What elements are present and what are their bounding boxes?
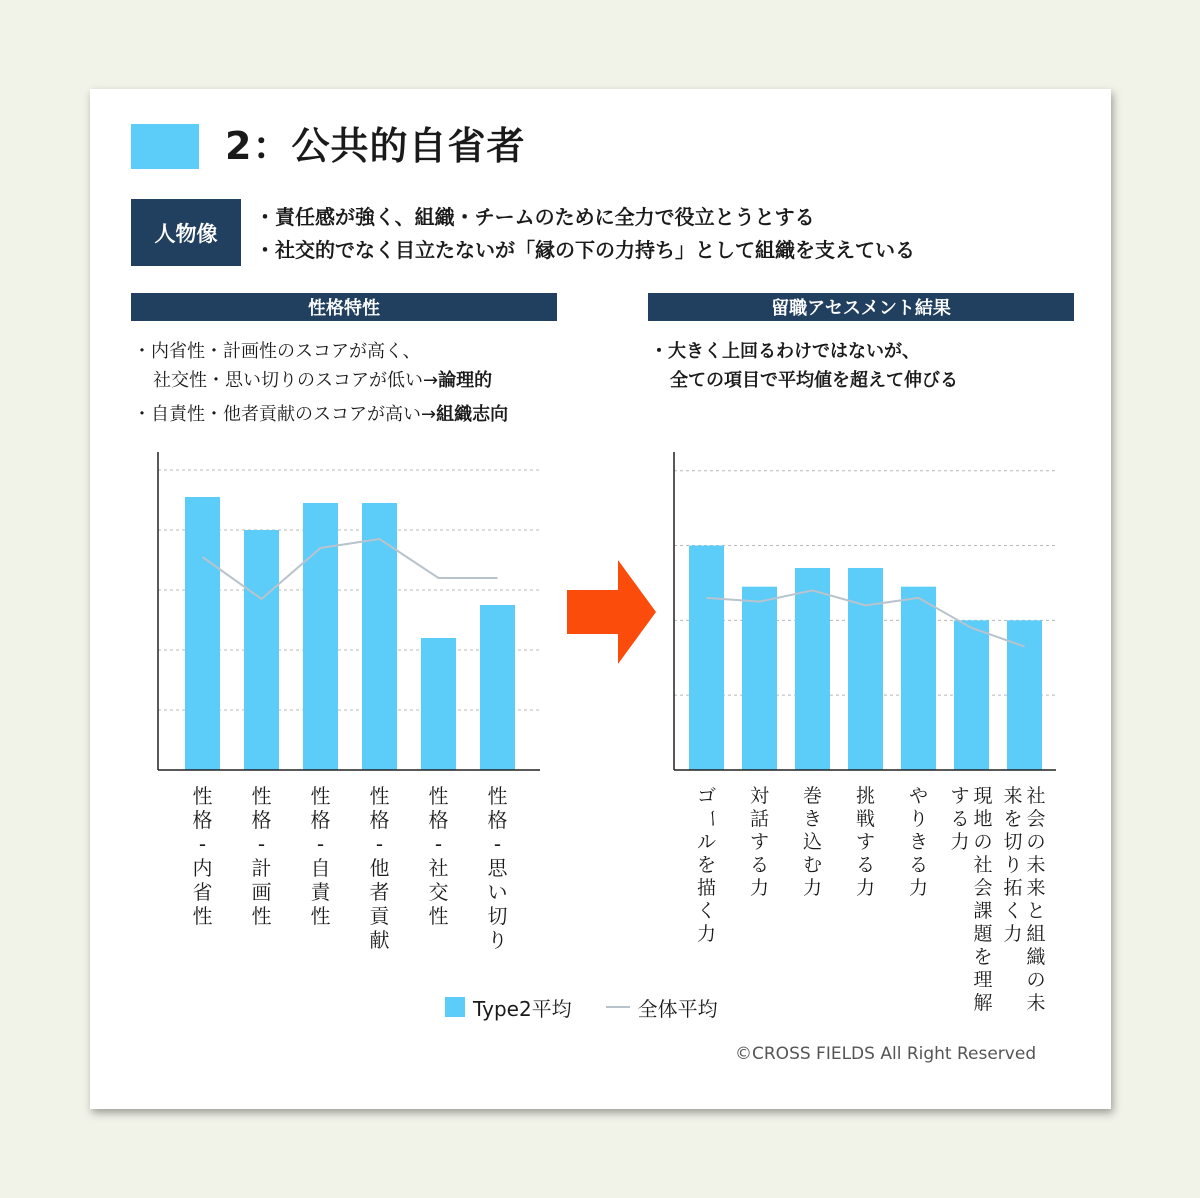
persona-badge: 人物像	[131, 199, 241, 266]
svg-text:す: す	[950, 785, 970, 807]
category-label-6	[950, 785, 993, 1014]
svg-text:社: 社	[973, 854, 993, 876]
assessment-chart	[674, 452, 1056, 1014]
svg-text:格: 格	[251, 808, 272, 832]
personality-bullet-2-text: ・自責性・他者貢献のスコアが高い→	[133, 404, 437, 425]
svg-text:組: 組	[1026, 923, 1046, 945]
persona-line-2: ・社交的でなく目立たないが「縁の下の力持ち」として組織を支えている	[255, 238, 915, 262]
bar-4	[848, 568, 883, 770]
svg-text:力: 力	[696, 923, 717, 945]
svg-text:切: 切	[1003, 831, 1023, 853]
svg-text:の: の	[1026, 969, 1046, 991]
svg-text:対: 対	[749, 785, 770, 807]
svg-text:-: -	[257, 832, 266, 856]
svg-text:献: 献	[369, 928, 390, 952]
svg-text:計: 計	[251, 856, 272, 880]
category-label-1	[193, 784, 213, 928]
svg-text:画: 画	[251, 880, 272, 904]
svg-text:る: る	[855, 854, 876, 876]
personality-bullet-2-emphasis: 組織志向	[436, 404, 509, 425]
svg-text:巻: 巻	[802, 785, 823, 807]
svg-text:-: -	[375, 832, 384, 856]
svg-text:来: 来	[1026, 877, 1046, 899]
svg-text:-: -	[316, 832, 325, 856]
svg-text:省: 省	[192, 880, 213, 904]
svg-text:内: 内	[192, 856, 213, 880]
svg-text:ル: ル	[696, 831, 717, 853]
page-title: 2：公共的自省者	[225, 124, 526, 168]
bar-5	[421, 638, 456, 770]
svg-text:会: 会	[1026, 808, 1046, 830]
svg-text:性: 性	[192, 784, 213, 808]
svg-text:-: -	[434, 832, 443, 856]
category-label-4	[370, 784, 391, 952]
category-label-4	[856, 785, 875, 899]
svg-text:の: の	[973, 831, 993, 853]
assessment-section-header: 留職アセスメント結果	[648, 293, 1074, 321]
category-label-7	[1003, 785, 1045, 1014]
svg-text:力: 力	[950, 831, 970, 853]
svg-text:の: の	[1026, 831, 1046, 853]
svg-text:性: 性	[428, 904, 449, 928]
legend-line-swatch	[606, 1006, 630, 1008]
svg-text:挑: 挑	[855, 785, 876, 807]
svg-text:性: 性	[428, 784, 449, 808]
svg-text:す: す	[749, 831, 770, 853]
svg-text:力: 力	[855, 877, 876, 899]
svg-text:-: -	[493, 832, 502, 856]
svg-text:自: 自	[310, 856, 331, 880]
svg-text:り: り	[487, 928, 508, 952]
svg-text:性: 性	[310, 904, 331, 928]
svg-text:描: 描	[696, 877, 717, 899]
svg-text:貢: 貢	[369, 904, 390, 928]
svg-text:を: を	[1003, 808, 1023, 830]
svg-text:-: -	[198, 832, 207, 856]
svg-text:す: す	[855, 831, 876, 853]
svg-text:性: 性	[251, 904, 272, 928]
arrow-right-icon	[567, 560, 656, 664]
personality-bullet-1-text: 社交性・思い切りのスコアが低い→	[153, 370, 439, 391]
svg-text:ゴ: ゴ	[696, 785, 717, 807]
svg-text:性: 性	[192, 904, 213, 928]
svg-text:い: い	[487, 880, 508, 904]
svg-text:る: る	[749, 854, 770, 876]
category-label-3	[803, 785, 822, 899]
svg-text:性: 性	[369, 784, 390, 808]
svg-text:込: 込	[802, 831, 823, 853]
bar-4	[362, 503, 397, 770]
svg-text:切: 切	[487, 904, 508, 928]
svg-text:力: 力	[908, 877, 929, 899]
svg-text:来: 来	[1003, 785, 1023, 807]
svg-text:力: 力	[749, 877, 770, 899]
svg-text:き: き	[908, 831, 929, 853]
svg-text:り: り	[1003, 854, 1023, 876]
svg-text:他: 他	[369, 856, 390, 880]
bar-1	[689, 546, 724, 770]
svg-text:題: 題	[973, 923, 993, 945]
svg-text:き: き	[802, 808, 823, 830]
svg-text:る: る	[908, 854, 929, 876]
personality-bullet-1-line-1: ・内省性・計画性のスコアが高く、	[133, 341, 421, 362]
svg-text:り: り	[908, 808, 929, 830]
svg-text:現: 現	[973, 785, 993, 807]
svg-text:格: 格	[428, 808, 449, 832]
svg-text:む: む	[802, 854, 823, 876]
svg-text:社: 社	[1026, 785, 1046, 807]
svg-text:織: 織	[1026, 946, 1046, 968]
svg-text:や: や	[908, 785, 929, 807]
bar-5	[901, 587, 936, 770]
svg-text:性: 性	[487, 784, 508, 808]
personality-section-header: 性格特性	[131, 293, 557, 321]
svg-text:格: 格	[487, 808, 508, 832]
svg-text:交: 交	[428, 880, 449, 904]
svg-text:性: 性	[310, 784, 331, 808]
svg-text:を: を	[973, 946, 993, 968]
category-label-6	[488, 784, 509, 952]
category-label-2	[252, 784, 272, 928]
personality-bullet-1-emphasis: 論理的	[438, 370, 493, 391]
bar-2	[742, 587, 777, 770]
svg-text:未: 未	[1026, 992, 1046, 1014]
category-label-1	[697, 785, 724, 945]
svg-text:力: 力	[1003, 923, 1023, 945]
personality-chart	[158, 452, 540, 952]
svg-text:未: 未	[1026, 854, 1046, 876]
svg-text:課: 課	[973, 900, 993, 922]
svg-text:会: 会	[973, 877, 993, 899]
svg-text:格: 格	[310, 808, 331, 832]
legend-label-type2: Type2平均	[473, 996, 572, 1021]
svg-text:地: 地	[973, 808, 993, 830]
svg-text:者: 者	[369, 880, 390, 904]
chart-legend	[445, 992, 718, 1022]
category-label-5	[909, 785, 928, 899]
svg-text:社: 社	[428, 856, 449, 880]
category-label-3	[311, 784, 332, 928]
bar-2	[244, 530, 279, 770]
svg-text:く: く	[1003, 900, 1023, 922]
copyright-notice: ©CROSS FIELDS All Right Reserved	[735, 1044, 1037, 1064]
svg-text:理: 理	[973, 969, 993, 991]
bar-3	[303, 503, 338, 770]
bar-6	[480, 605, 515, 770]
svg-text:解: 解	[973, 992, 993, 1014]
svg-text:を: を	[696, 854, 717, 876]
svg-text:力: 力	[802, 877, 823, 899]
svg-text:格: 格	[192, 808, 213, 832]
svg-text:ー: ー	[701, 808, 724, 828]
bar-1	[185, 497, 220, 770]
category-label-5	[429, 784, 449, 928]
svg-text:性: 性	[251, 784, 272, 808]
svg-text:責: 責	[310, 880, 331, 904]
svg-text:戦: 戦	[855, 808, 876, 830]
assessment-bullet-line-1: ・大きく上回るわけではないが、	[650, 341, 920, 362]
assessment-bullet-line-2: 全ての項目で平均値を超えて伸びる	[670, 370, 958, 391]
persona-line-1: ・責任感が強く、組織・チームのために全力で役立とうとする	[255, 205, 815, 229]
svg-text:話: 話	[749, 808, 770, 830]
svg-text:と: と	[1026, 900, 1046, 922]
category-label-2	[750, 785, 769, 899]
legend-bar-swatch	[445, 997, 465, 1017]
bar-6	[954, 620, 989, 770]
bar-3	[795, 568, 830, 770]
svg-text:格: 格	[369, 808, 390, 832]
svg-text:拓: 拓	[1003, 877, 1023, 899]
svg-text:く: く	[696, 900, 717, 922]
svg-text:思: 思	[487, 856, 508, 880]
legend-label-overall: 全体平均	[637, 996, 718, 1021]
svg-text:る: る	[950, 808, 970, 830]
